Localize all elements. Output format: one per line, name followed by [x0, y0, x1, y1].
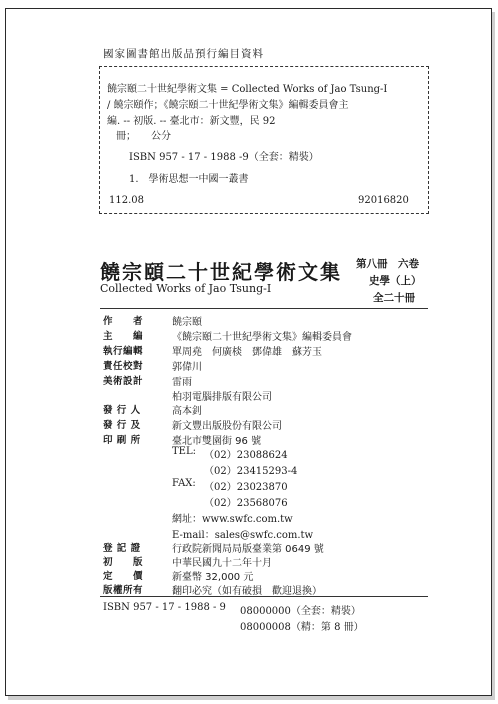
registry-value: 新臺幣 32,000 元 [172, 572, 254, 583]
registry-value: 翻印必究（如有破損 歡迎退換） [172, 586, 322, 597]
cip-record-number: 92016820 [358, 195, 409, 206]
volume-total: 全二十冊 [373, 292, 415, 304]
cip-subject: 1. 學術思想一中國一叢書 [129, 174, 249, 185]
credits-value: 柏羽電腦排版有限公司 [172, 391, 272, 403]
website: 網址：www.swfc.com.tw [172, 514, 293, 525]
credits-label: 發 行 人 [103, 405, 141, 417]
credits-value: 新文豐出版股份有限公司 [172, 421, 282, 433]
registry-label: 初 版 [103, 557, 144, 568]
fax-number-1: （02）23023870 [204, 482, 288, 493]
fax-number-2: （02）23568076 [204, 498, 288, 509]
credits-value: 郭偉川 [172, 361, 202, 373]
volume-part: 史學（上） [369, 275, 422, 287]
credits-label: 發 行 及 [103, 420, 141, 432]
cip-isbn: ISBN 957 - 17 - 1988 -9（全套：精裝） [129, 152, 319, 163]
cip-edition-line: 編. -- 初版. -- 臺北市：新文豐，民 92 [107, 116, 276, 127]
registry-label: 版權所有 [103, 585, 144, 596]
footer-set-number: 08000000（全套：精裝） [240, 606, 361, 617]
registry-label: 定 價 [103, 571, 144, 582]
book-title-en: Collected Works of Jao Tsung-I [100, 282, 272, 295]
credits-value: 《饒宗頤二十世紀學術文集》編輯委員會 [172, 331, 352, 343]
cip-heading: 國家圖書館出版品預行編目資料 [103, 48, 264, 60]
cip-volumes-line: 冊； 公分 [116, 131, 171, 142]
credits-label: 主 編 [103, 330, 144, 342]
footer-isbn: ISBN 957 - 17 - 1988 - 9 [103, 602, 226, 613]
credits-value: 單周堯 何廣棪 鄧偉雄 蘇芳玉 [172, 346, 322, 358]
bottom-rule [100, 596, 428, 597]
tel-number-1: （02）23088624 [204, 450, 288, 461]
credits-label: 作 者 [103, 316, 144, 327]
tel-number-2: （02）23415293-4 [204, 466, 298, 477]
credits-value: 饒宗頤 [172, 317, 202, 328]
top-rule [100, 308, 428, 309]
credits-label: 執行編輯 [103, 345, 144, 357]
credits-value: 臺北市雙園街 96 號 [172, 436, 262, 448]
email: E-mail：sales@swfc.com.tw [172, 530, 314, 541]
tel-label: TEL: [172, 446, 196, 457]
cip-class-number: 112.08 [109, 195, 144, 206]
registry-value: 中華民國九十二年十月 [172, 558, 272, 569]
credits-value: 雷雨 [172, 376, 192, 388]
credits-label: 美術設計 [103, 375, 144, 387]
footer-volume-number: 08000008（精：第 8 冊） [240, 622, 364, 633]
cip-author-line: / 饒宗頤作；《饒宗頤二十世紀學術文集》編輯委員會主 [107, 100, 349, 111]
volume-number: 第八冊 六卷 [356, 258, 419, 270]
registry-value: 行政院新聞局局版臺業第 0649 號 [172, 544, 324, 555]
cip-title-line: 饒宗頤二十世紀學術文集 = Collected Works of Jao Tsung-I [107, 84, 388, 95]
book-title-zh: 饒宗頤二十世紀學術文集 [100, 260, 342, 284]
registry-label: 登 記 證 [103, 543, 141, 554]
credits-label: 印 刷 所 [103, 435, 141, 447]
fax-label: FAX: [172, 478, 196, 489]
credits-label: 責任校對 [103, 360, 144, 372]
credits-value: 高本釗 [172, 406, 202, 418]
